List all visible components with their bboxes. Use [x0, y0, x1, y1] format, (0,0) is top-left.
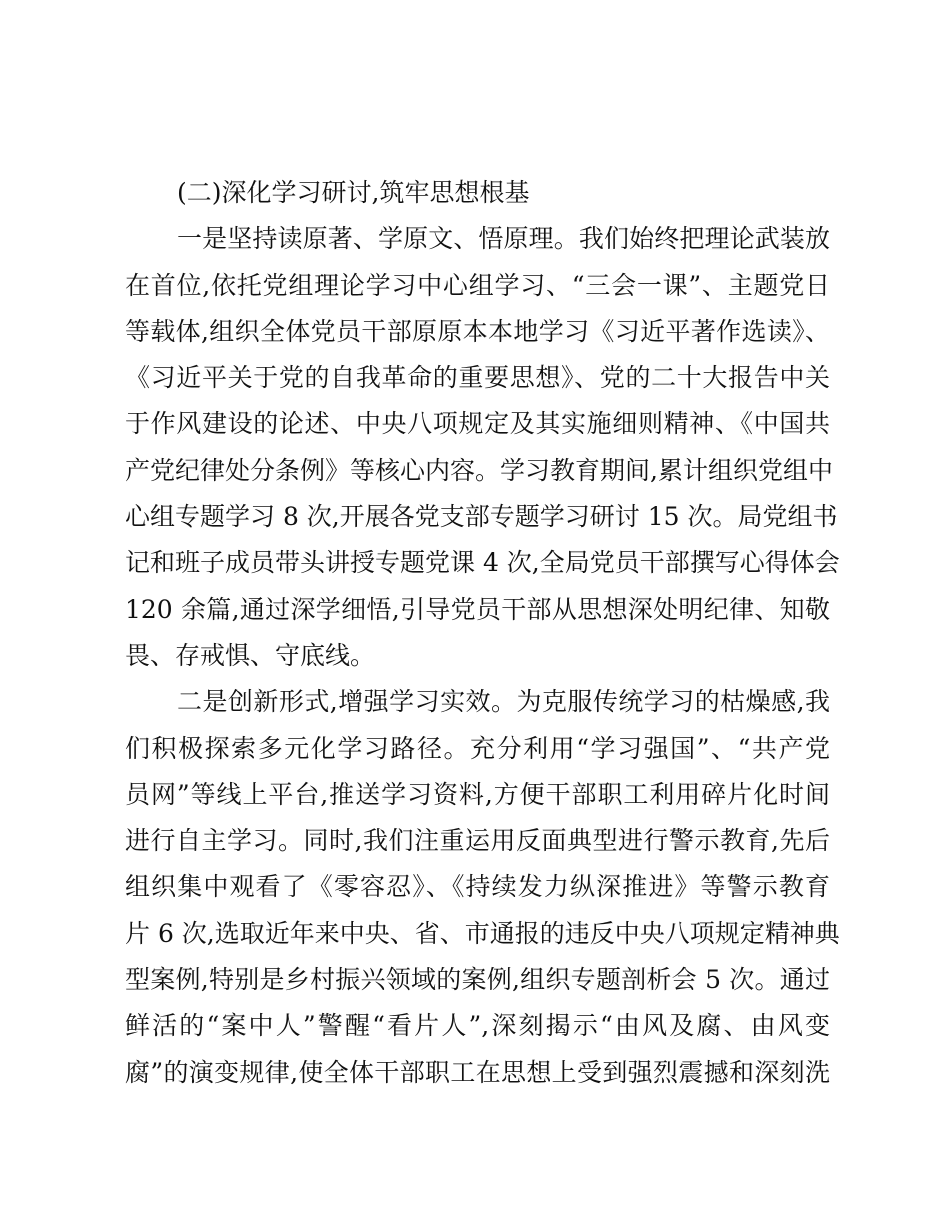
text-line: 们积极探索多元化学习路径。充分利用“学习强国”、“共产党 [125, 733, 830, 763]
document-body [125, 170, 840, 1096]
text-line: 一是坚持读原著、学原文、悟原理。我们始终把理论武装放 [177, 224, 830, 254]
text-line: 进行自主学习。同时,我们注重运用反面典型进行警示教育,先后 [125, 826, 830, 856]
text-line: 腐”的演变规律,使全体干部职工在思想上受到强烈震撼和深刻洗 [125, 1057, 830, 1087]
text-line: 产党纪律处分条例》等核心内容。学习教育期间,累计组织党组中 [125, 455, 833, 485]
text-line: 畏、存戒惧、守底线。 [125, 640, 376, 670]
text-line: 记和班子成员带头讲授专题党课 4 次,全局党员干部撰写心得体会 [125, 548, 840, 578]
text-line: 二是创新形式,增强学习实效。为克服传统学习的枯燥感,我 [177, 687, 830, 717]
text-line: 员网”等线上平台,推送学习资料,方便干部职工利用碎片化时间 [125, 779, 830, 809]
text-line: 《习近平关于党的自我革命的重要思想》、党的二十大报告中关 [125, 363, 830, 393]
paragraph-innovate-forms [125, 679, 840, 1096]
text-line: 鲜活的“案中人”警醒“看片人”,深刻揭示“由风及腐、由风变 [125, 1011, 830, 1041]
text-line: 等载体,组织全体党员干部原原本本地学习《习近平著作选读》、 [125, 316, 830, 346]
text-line: 在首位,依托党组理论学习中心组学习、“三会一课”、主题党日 [125, 270, 830, 300]
text-line: 组织集中观看了《零容忍》、《持续发力纵深推进》等警示教育 [125, 872, 830, 902]
paragraph-study-originals [125, 216, 840, 679]
text-line: 120 余篇,通过深学细悟,引导党员干部从思想深处明纪律、知敬 [125, 594, 830, 624]
section-heading: (二)深化学习研讨,筑牢思想根基 [177, 178, 530, 207]
text-line: 心组专题学习 8 次,开展各党支部专题学习研讨 15 次。局党组书 [125, 502, 838, 532]
text-line: 于作风建设的论述、中央八项规定及其实施细则精神、《中国共 [125, 409, 830, 439]
text-line: 片 6 次,选取近年来中央、省、市通报的违反中央八项规定精神典 [125, 918, 840, 948]
text-line: 型案例,特别是乡村振兴领域的案例,组织专题剖析会 5 次。通过 [125, 965, 830, 995]
